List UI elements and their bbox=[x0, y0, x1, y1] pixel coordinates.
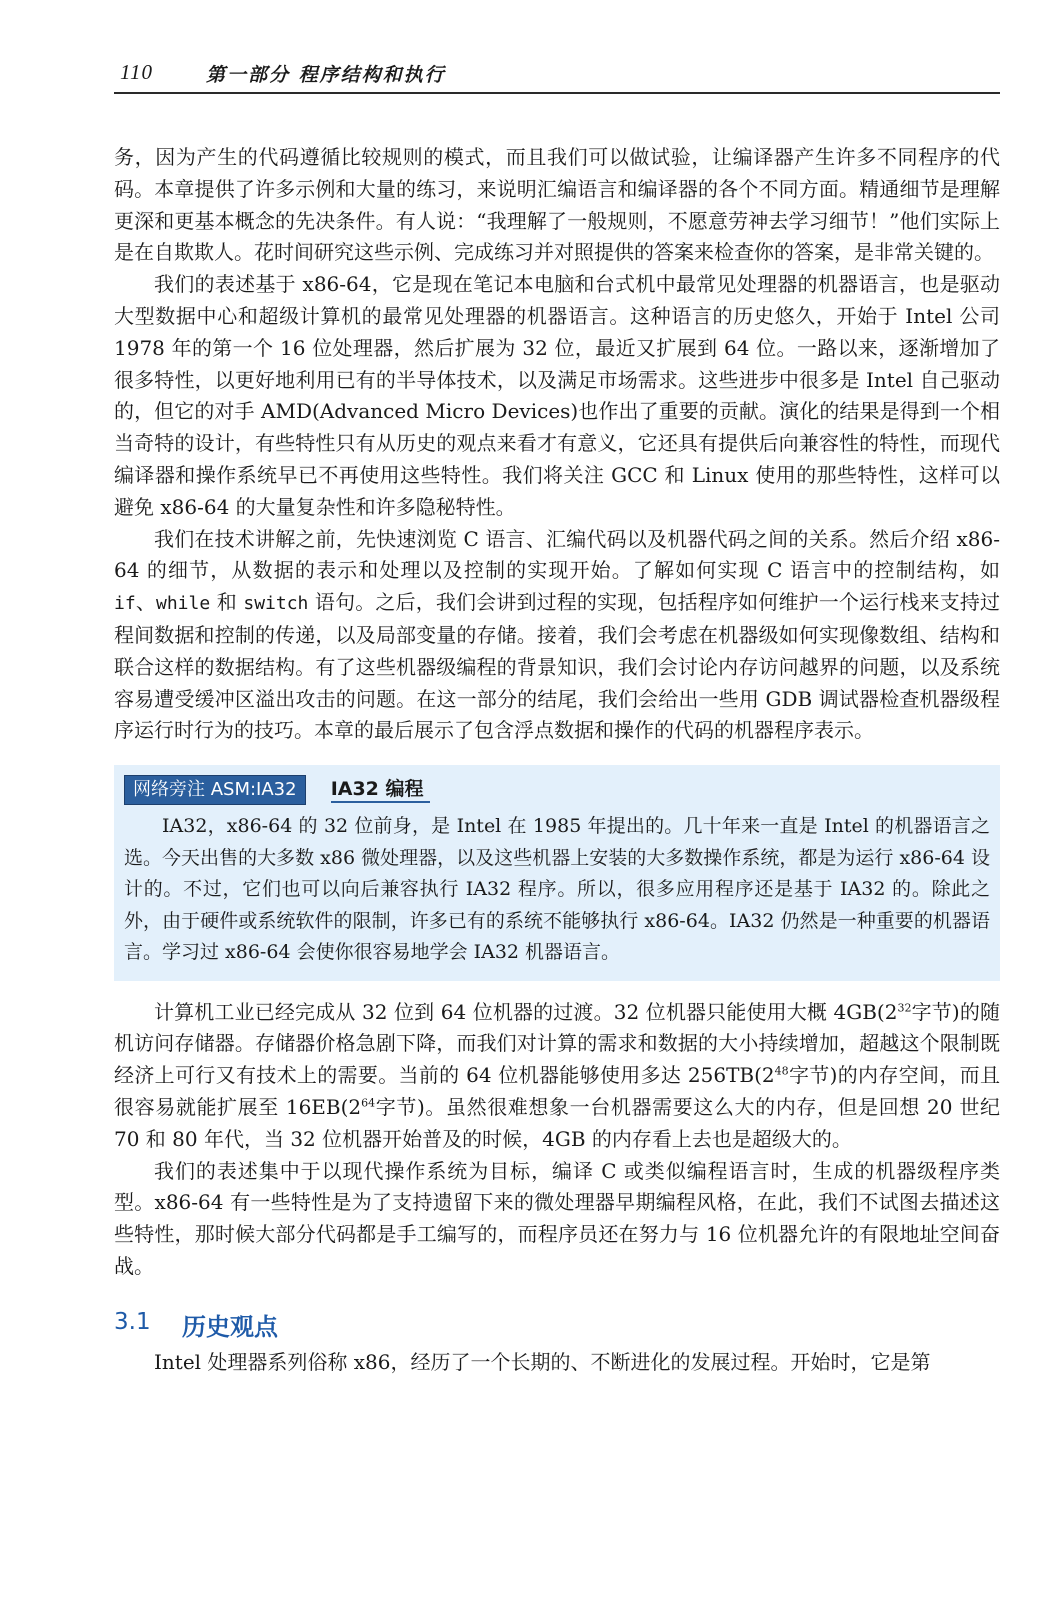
paragraph-4-text-b: 字节)的随机访问存储器。存储器价格急剧下降，而我们对计算的需求和数据的大小持续增加，超越这个限制既经济上可行又有技术上的需要。当前的 64 位机器能够使用多达 256TB(2 bbox=[114, 999, 1000, 1088]
code-if: if bbox=[114, 593, 136, 615]
paragraph-3-sep: 、 bbox=[135, 590, 156, 615]
section-number: 3.1 bbox=[114, 1308, 151, 1335]
paragraph-3-and: 和 bbox=[210, 590, 244, 615]
superscript-32: 32 bbox=[897, 1000, 912, 1014]
page-body bbox=[114, 142, 1000, 1379]
paragraph-5: 我们的表述集中于以现代操作系统为目标，编译 C 或类似编程语言时，生成的机器级程序类型。x86-64 有一些特性是为了支持遗留下来的微处理器早期编程风格，在此，我们不试图去描述这些特性，那时候大部分代码都是手工编写的，而程序员还在努力与 16 位机器允许的有限地址空间奋战。 bbox=[114, 1158, 1000, 1279]
web-aside-box bbox=[114, 765, 1000, 981]
paragraph-3 bbox=[114, 524, 1000, 748]
superscript-48: 48 bbox=[774, 1064, 789, 1078]
page-number: 110 bbox=[120, 60, 153, 84]
paragraph-3-text-a: 我们在技术讲解之前，先快速浏览 C 语言、汇编代码以及机器代码之间的关系。然后介绍 x86-64 的细节，从数据的表示和处理以及控制的实现开始。了解如何实现 C 语言中的控制结构，如 bbox=[114, 526, 1000, 583]
paragraph-4 bbox=[114, 997, 1000, 1156]
paragraph-1: 务，因为产生的代码遵循比较规则的模式，而且我们可以做试验，让编译器产生许多不同程序的代码。本章提供了许多示例和大量的练习，来说明汇编语言和编译器的各个不同方面。精通细节是理解更深和更基本概念的先决条件。有人说：“我理解了一般规则，不愿意劳神去学习细节！”他们实际上是在自欺欺人。花时间研究这些示例、完成练习并对照提供的答案来检查你的答案，是非常关键的。 bbox=[114, 145, 1000, 265]
aside-badge: 网络旁注 ASM:IA32 bbox=[124, 775, 306, 805]
code-switch: switch bbox=[243, 593, 309, 615]
paragraph-2: 我们的表述基于 x86-64，它是现在笔记本电脑和台式机中最常见处理器的机器语言，也是驱动大型数据中心和超级计算机的最常见处理器的机器语言。这种语言的历史悠久，开始于 Intel 公司 1978 年的第一个 16 位处理器，然后扩展为 32 位，最近又扩展到 64 位。一路以来，逐渐增加了很多特性，以更好地利用已有的半导体技术，以及满足市场需求。这些进步中很多是 Intel 自己驱动的，但它的对手 AMD(Advanced Micro Devices)也作出了重要的贡献。演化的结果是得到一个相当奇特的设计，有些特性只有从历史的观点来看才有意义，它还具有提供后向兼容性的特性，而现代编译器和操作系统早已不再使用这些特性。我们将关注 GCC 和 Linux 使用的那些特性，这样可以避免 x86-64 的大量复杂性和许多隐秘特性。 bbox=[114, 272, 1000, 519]
page-header bbox=[114, 56, 1000, 94]
section-title: 历史观点 bbox=[182, 1312, 278, 1341]
section-heading bbox=[114, 1305, 1000, 1347]
paragraph-4-text-a: 计算机工业已经完成从 32 位到 64 位机器的过渡。32 位机器只能使用大概 4GB(2 bbox=[154, 999, 898, 1024]
paragraph-3-text-b: 语句。之后，我们会讲到过程的实现，包括程序如何维护一个运行栈来支持过程间数据和控制的传递，以及局部变量的存储。接着，我们会考虑在机器级如何实现像数组、结构和联合这样的数据结构。有了这些机器级编程的背景知识，我们会讨论内存访问越界的问题，以及系统容易遭受缓冲区溢出攻击的问题。在这一部分的结尾，我们会给出一些用 GDB 调试器检查机器级程序运行时行为的技巧。本章的最后展示了包含浮点数据和操作的代码的机器程序表示。 bbox=[114, 590, 1001, 743]
paragraph-6: Intel 处理器系列俗称 x86，经历了一个长期的、不断进化的发展过程。开始时，它是第 bbox=[154, 1349, 931, 1374]
paragraph-4-text-c: 字节)的内存空间，而且很容易就能扩展至 16EB(2 bbox=[114, 1063, 1000, 1120]
superscript-64: 64 bbox=[361, 1096, 376, 1110]
aside-title: IA32 编程 bbox=[331, 777, 430, 803]
code-while: while bbox=[156, 593, 211, 615]
running-head: 第一部分 程序结构和执行 bbox=[206, 64, 446, 86]
aside-heading bbox=[124, 775, 990, 805]
aside-body: IA32，x86-64 的 32 位前身，是 Intel 在 1985 年提出的。几十年来一直是 Intel 的机器语言之选。今天出售的大多数 x86 微处理器，以及这些机器上安装的大多数操作系统，都是为运行 x86-64 设计的。不过，它们也可以向后兼容执行 IA32 程序。所以，很多应用程序还是基于 IA32 的。除此之外，由于硬件或系统软件的限制，许多已有的系统不能够执行 x86-64。IA32 仍然是一种重要的机器语言。学习过 x86-64 会使你很容易地学会 IA32 机器语言。 bbox=[124, 815, 990, 964]
paragraph-4-text-d: 字节)。虽然很难想象一台机器需要这么大的内存，但是回想 20 世纪 70 和 80 年代，当 32 位机器开始普及的时候，4GB 的内存看上去也是超级大的。 bbox=[114, 1095, 1000, 1151]
